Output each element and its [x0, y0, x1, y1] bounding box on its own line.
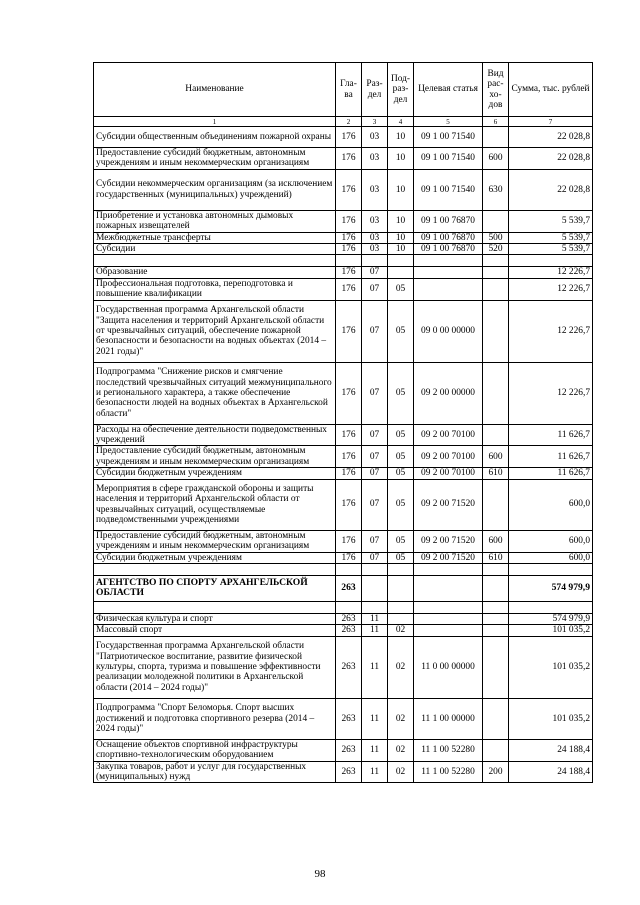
cell-expense — [483, 278, 509, 300]
cell-chapter: 263 — [336, 575, 362, 601]
cell-subsection: 05 — [388, 530, 414, 552]
cell-subsection: 10 — [388, 210, 414, 232]
cell-name: Профессиональная подготовка, переподготовка и повышение квалификации — [94, 278, 336, 300]
cell-name: Мероприятия в сфере гражданской обороны и защиты населения и территорий Архангельской области от чрезвычайных ситуаций, осуществляемые подведомственными учреждениями — [94, 479, 336, 530]
cell-subsection: 02 — [388, 739, 414, 761]
cell-subsection — [388, 601, 414, 613]
header-row — [94, 63, 593, 117]
column-number: 7 — [509, 117, 593, 127]
cell-expense — [483, 300, 509, 362]
cell-section: 03 — [362, 244, 388, 255]
table-row — [94, 479, 593, 530]
cell-subsection: 05 — [388, 446, 414, 468]
cell-sum: 600,0 — [509, 479, 593, 530]
cell-target: 09 2 00 70100 — [414, 446, 483, 468]
budget-table — [93, 62, 593, 783]
cell-subsection: 05 — [388, 552, 414, 563]
cell-subsection: 02 — [388, 698, 414, 739]
cell-section — [362, 255, 388, 267]
cell-section: 03 — [362, 232, 388, 243]
cell-section: 11 — [362, 761, 388, 783]
cell-subsection — [388, 563, 414, 575]
cell-chapter: 263 — [336, 739, 362, 761]
cell-sum: 24 188,4 — [509, 739, 593, 761]
table-row — [94, 636, 593, 698]
cell-expense — [483, 210, 509, 232]
cell-name: Межбюджетные трансферты — [94, 232, 336, 243]
table-row — [94, 300, 593, 362]
cell-chapter: 176 — [336, 210, 362, 232]
cell-subsection: 05 — [388, 278, 414, 300]
cell-section: 03 — [362, 169, 388, 210]
cell-section: 07 — [362, 468, 388, 479]
cell-target: 09 2 00 71520 — [414, 552, 483, 563]
cell-section: 03 — [362, 127, 388, 148]
cell-section: 11 — [362, 636, 388, 698]
cell-target — [414, 255, 483, 267]
header-chapter: Гла-ва — [336, 63, 362, 117]
cell-sum — [509, 255, 593, 267]
cell-expense: 520 — [483, 244, 509, 255]
blank-row — [94, 255, 593, 267]
cell-subsection: 10 — [388, 148, 414, 170]
header-sum: Сумма, тыс. рублей — [509, 63, 593, 117]
cell-target — [414, 625, 483, 636]
cell-expense: 600 — [483, 530, 509, 552]
cell-name: Оснащение объектов спортивной инфраструктуры спортивно-технологическим оборудованием — [94, 739, 336, 761]
table-row — [94, 210, 593, 232]
table-row — [94, 267, 593, 278]
header-subsection: Под-раз-дел — [388, 63, 414, 117]
cell-name: Субсидии бюджетным учреждениям — [94, 552, 336, 563]
cell-expense — [483, 127, 509, 148]
cell-subsection: 02 — [388, 636, 414, 698]
table-row — [94, 625, 593, 636]
cell-chapter: 176 — [336, 424, 362, 446]
cell-sum: 5 539,7 — [509, 244, 593, 255]
cell-name — [94, 601, 336, 613]
cell-target — [414, 601, 483, 613]
cell-expense: 600 — [483, 148, 509, 170]
table-row — [94, 761, 593, 783]
cell-chapter: 263 — [336, 761, 362, 783]
cell-section — [362, 601, 388, 613]
cell-name: Расходы на обеспечение деятельности подведомственных учреждений — [94, 424, 336, 446]
cell-subsection — [388, 255, 414, 267]
cell-section — [362, 575, 388, 601]
cell-expense — [483, 739, 509, 761]
cell-section: 07 — [362, 300, 388, 362]
cell-target: 09 2 00 70100 — [414, 424, 483, 446]
cell-chapter: 263 — [336, 625, 362, 636]
cell-section: 07 — [362, 552, 388, 563]
cell-sum: 101 035,2 — [509, 625, 593, 636]
cell-name: АГЕНТСТВО ПО СПОРТУ АРХАНГЕЛЬСКОЙ ОБЛАСТИ — [94, 575, 336, 601]
cell-subsection: 05 — [388, 362, 414, 424]
column-number: 6 — [483, 117, 509, 127]
table-row — [94, 232, 593, 243]
cell-subsection — [388, 267, 414, 278]
cell-target — [414, 278, 483, 300]
table-row — [94, 739, 593, 761]
cell-target — [414, 613, 483, 624]
cell-chapter — [336, 563, 362, 575]
cell-chapter: 176 — [336, 530, 362, 552]
cell-expense — [483, 255, 509, 267]
cell-sum: 101 035,2 — [509, 636, 593, 698]
cell-sum: 101 035,2 — [509, 698, 593, 739]
cell-sum: 22 028,8 — [509, 148, 593, 170]
cell-section: 07 — [362, 278, 388, 300]
column-number: 2 — [336, 117, 362, 127]
cell-expense — [483, 267, 509, 278]
cell-subsection: 05 — [388, 468, 414, 479]
cell-section — [362, 563, 388, 575]
cell-chapter: 176 — [336, 232, 362, 243]
cell-sum: 5 539,7 — [509, 210, 593, 232]
budget-table-sheet — [93, 62, 592, 783]
table-row — [94, 362, 593, 424]
cell-chapter: 176 — [336, 468, 362, 479]
cell-name: Физическая культура и спорт — [94, 613, 336, 624]
cell-sum: 5 539,7 — [509, 232, 593, 243]
column-number: 3 — [362, 117, 388, 127]
cell-expense — [483, 601, 509, 613]
cell-subsection: 10 — [388, 232, 414, 243]
cell-name: Государственная программа Архангельской области "Патриотическое воспитание, развитие физической культуры, спорта, туризма и повышение эффективности реализации молодежной политики в Архангельской области (2014 – 2024 годы)" — [94, 636, 336, 698]
header-expense: Вид рас-хо-дов — [483, 63, 509, 117]
blank-row — [94, 563, 593, 575]
cell-chapter: 176 — [336, 244, 362, 255]
column-number-row — [94, 117, 593, 127]
cell-section: 03 — [362, 148, 388, 170]
cell-target: 09 1 00 71540 — [414, 169, 483, 210]
column-number: 1 — [94, 117, 336, 127]
cell-target: 09 2 00 00000 — [414, 362, 483, 424]
cell-chapter: 263 — [336, 613, 362, 624]
table-row — [94, 278, 593, 300]
cell-chapter: 176 — [336, 148, 362, 170]
cell-section: 11 — [362, 625, 388, 636]
cell-target: 11 1 00 52280 — [414, 739, 483, 761]
cell-target: 09 0 00 00000 — [414, 300, 483, 362]
cell-name: Подпрограмма "Снижение рисков и смягчение последствий чрезвычайных ситуаций межмуниципального и регионального характера, а также обеспечение безопасности людей на водных объектах в Архангельской области" — [94, 362, 336, 424]
cell-target — [414, 575, 483, 601]
cell-subsection: 05 — [388, 424, 414, 446]
cell-name: Субсидии некоммерческим организациям (за исключением государственных (муниципальных) учреждений) — [94, 169, 336, 210]
table-row — [94, 552, 593, 563]
cell-expense: 200 — [483, 761, 509, 783]
cell-expense — [483, 424, 509, 446]
cell-section: 07 — [362, 446, 388, 468]
cell-sum: 12 226,7 — [509, 267, 593, 278]
cell-chapter: 176 — [336, 479, 362, 530]
cell-sum: 11 626,7 — [509, 446, 593, 468]
cell-target: 09 1 00 71540 — [414, 148, 483, 170]
cell-section: 07 — [362, 267, 388, 278]
cell-name: Субсидии бюджетным учреждениям — [94, 468, 336, 479]
table-row — [94, 148, 593, 170]
cell-expense: 630 — [483, 169, 509, 210]
cell-name: Закупка товаров, работ и услуг для государственных (муниципальных) нужд — [94, 761, 336, 783]
header-target: Целевая статья — [414, 63, 483, 117]
cell-sum: 574 979,9 — [509, 613, 593, 624]
cell-sum — [509, 563, 593, 575]
cell-target: 09 1 00 71540 — [414, 127, 483, 148]
cell-section: 07 — [362, 530, 388, 552]
table-row — [94, 424, 593, 446]
cell-section: 11 — [362, 613, 388, 624]
cell-name: Предоставление субсидий бюджетным, автономным учреждениям и иным некоммерческим организациям — [94, 148, 336, 170]
cell-section: 03 — [362, 210, 388, 232]
table-row — [94, 530, 593, 552]
header-name: Наименование — [94, 63, 336, 117]
cell-chapter: 176 — [336, 267, 362, 278]
cell-chapter — [336, 601, 362, 613]
cell-chapter: 176 — [336, 552, 362, 563]
cell-section: 11 — [362, 739, 388, 761]
cell-chapter: 176 — [336, 446, 362, 468]
column-number: 5 — [414, 117, 483, 127]
cell-sum: 22 028,8 — [509, 127, 593, 148]
table-body — [94, 127, 593, 783]
cell-chapter: 176 — [336, 127, 362, 148]
cell-chapter: 176 — [336, 278, 362, 300]
cell-section: 07 — [362, 479, 388, 530]
cell-name: Государственная программа Архангельской области "Защита населения и территорий Архангельской области от чрезвычайных ситуаций, обеспечение пожарной безопасности и безопасности на водных объектах (2014 – 2021 годы)" — [94, 300, 336, 362]
cell-subsection: 10 — [388, 169, 414, 210]
cell-sum: 11 626,7 — [509, 424, 593, 446]
cell-sum: 574 979,9 — [509, 575, 593, 601]
cell-sum: 24 188,4 — [509, 761, 593, 783]
cell-subsection — [388, 613, 414, 624]
cell-chapter: 176 — [336, 362, 362, 424]
cell-name: Предоставление субсидий бюджетным, автономным учреждениям и иным некоммерческим организациям — [94, 530, 336, 552]
cell-sum: 11 626,7 — [509, 468, 593, 479]
cell-sum — [509, 601, 593, 613]
cell-sum: 12 226,7 — [509, 362, 593, 424]
cell-expense — [483, 625, 509, 636]
cell-target — [414, 563, 483, 575]
table-row — [94, 446, 593, 468]
cell-expense — [483, 575, 509, 601]
cell-target: 09 1 00 76870 — [414, 244, 483, 255]
cell-subsection: 10 — [388, 127, 414, 148]
cell-target: 11 1 00 00000 — [414, 698, 483, 739]
cell-subsection: 05 — [388, 479, 414, 530]
cell-expense: 500 — [483, 232, 509, 243]
cell-subsection: 02 — [388, 761, 414, 783]
cell-sum: 12 226,7 — [509, 300, 593, 362]
cell-target: 09 2 00 71520 — [414, 479, 483, 530]
cell-sum: 12 226,7 — [509, 278, 593, 300]
cell-name: Субсидии общественным объединениям пожарной охраны — [94, 127, 336, 148]
cell-section: 07 — [362, 424, 388, 446]
cell-name: Приобретение и установка автономных дымовых пожарных извещателей — [94, 210, 336, 232]
cell-chapter — [336, 255, 362, 267]
cell-subsection — [388, 575, 414, 601]
cell-name: Субсидии — [94, 244, 336, 255]
cell-subsection: 10 — [388, 244, 414, 255]
cell-expense — [483, 698, 509, 739]
cell-expense — [483, 636, 509, 698]
cell-name: Предоставление субсидий бюджетным, автономным учреждениям и иным некоммерческим организациям — [94, 446, 336, 468]
cell-section: 11 — [362, 698, 388, 739]
cell-section: 07 — [362, 362, 388, 424]
column-number: 4 — [388, 117, 414, 127]
table-row — [94, 613, 593, 624]
table-row — [94, 169, 593, 210]
cell-target — [414, 267, 483, 278]
cell-target: 09 2 00 70100 — [414, 468, 483, 479]
cell-expense: 610 — [483, 552, 509, 563]
cell-target: 11 0 00 00000 — [414, 636, 483, 698]
cell-sum: 600,0 — [509, 530, 593, 552]
table-row — [94, 468, 593, 479]
cell-expense: 610 — [483, 468, 509, 479]
cell-name: Массовый спорт — [94, 625, 336, 636]
header-section: Раз-дел — [362, 63, 388, 117]
cell-sum: 22 028,8 — [509, 169, 593, 210]
table-row — [94, 575, 593, 601]
cell-name — [94, 255, 336, 267]
cell-expense — [483, 362, 509, 424]
cell-target: 11 1 00 52280 — [414, 761, 483, 783]
cell-subsection: 02 — [388, 625, 414, 636]
table-row — [94, 127, 593, 148]
cell-expense — [483, 479, 509, 530]
table-row — [94, 244, 593, 255]
cell-expense: 600 — [483, 446, 509, 468]
page-number: 98 — [314, 868, 326, 880]
cell-sum: 600,0 — [509, 552, 593, 563]
blank-row — [94, 601, 593, 613]
cell-expense — [483, 613, 509, 624]
cell-target: 09 1 00 76870 — [414, 232, 483, 243]
cell-subsection: 05 — [388, 300, 414, 362]
cell-expense — [483, 563, 509, 575]
cell-name: Подпрограмма "Спорт Беломорья. Спорт высших достижений и подготовка спортивного резерва (2014 – 2024 годы)" — [94, 698, 336, 739]
cell-target: 09 1 00 76870 — [414, 210, 483, 232]
cell-target: 09 2 00 71520 — [414, 530, 483, 552]
cell-chapter: 176 — [336, 169, 362, 210]
cell-name — [94, 563, 336, 575]
table-row — [94, 698, 593, 739]
cell-chapter: 263 — [336, 636, 362, 698]
cell-chapter: 263 — [336, 698, 362, 739]
cell-chapter: 176 — [336, 300, 362, 362]
cell-name: Образование — [94, 267, 336, 278]
